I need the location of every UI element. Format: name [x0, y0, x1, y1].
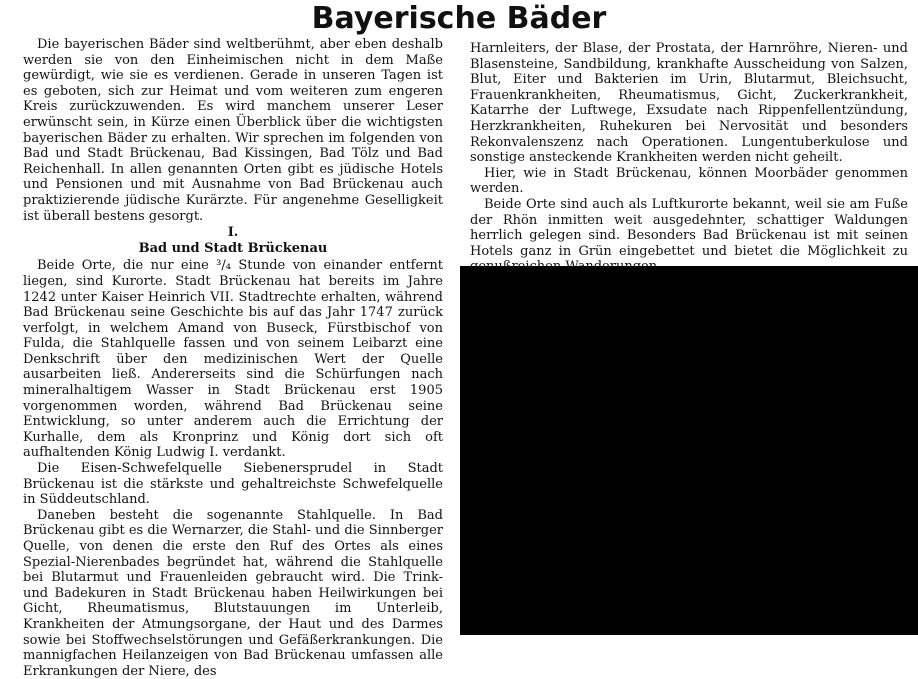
body-paragraph-mud-baths: Hier, wie in Stadt Brückenau, können Moorbäder genommen werden. — [470, 165, 908, 197]
body-paragraph-indications: Harnleiters, der Blase, der Prostata, der Harnröhre, Nieren- und Blasensteine, Sandbildung, krankhafte Ausscheidung von Salzen, Blut, Eiter und Bakterien im Urin, Blutarmut, Bleichsucht, Frauenkrankheiten, Rheumatismus, Gicht, Zuckerkrankheit, Katarrhe der Luftwege, Exsudate nach Rippenfellentzündung, Herzkrankheiten, Ruhekuren bei Nervosität und besonders Rekonvalenszenz nach Operationen. Lungentuberkulose und sonstige ansteckende Krankheiten werden nicht geheilt. — [470, 41, 908, 166]
body-paragraph-climatic-resort: Beide Orte sind auch als Luftkurorte bekannt, weil sie am Fuße der Rhön inmitten weit ausgedehnter, schattiger Waldungen herrlich gelegen sind. Besonders Bad Brückenau ist mit seinen Hotels ganz in Grün eingebettet und bietet die Möglichkeit zu — [470, 196, 908, 259]
black-blank-area — [460, 266, 918, 635]
body-paragraph-history: Beide Orte, die nur eine ³/₄ Stunde von einander entfernt liegen, sind Kurorte. Stadt Brückenau hat bereits im Jahre 1242 unter Kaiser Heinrich VII. Stadtrechte erhalten, während Bad Brückenau seine Geschichte bis auf das Jahr 1747 zurück verfolgt, in welchem Amand von Buseck, Fürstbischof von Fulda, die Stahlquelle fassen und von seinem Leibarzt eine Denkschrift über den medizinischen Wert der Quelle ausarbeiten ließ. Andererseits sind die Schürfungen nach mineralhaltigem Wasser in Stadt Brückenau erst 1905 vorgenommen worden, während Bad Brückenau seine Entwicklung, so unter anderem auch die Errichtung der Kurhalle, dem als Kronprinz und König dort sich oft aufhaltenden König Ludwig I. verdankt. — [23, 258, 443, 461]
article-title: Bayerische Bäder — [311, 1, 607, 36]
body-paragraph-sulfur-spring: Die Eisen-Schwefelquelle Siebenersprudel in Stadt Brückenau ist die stärkste und gehaltreichste Schwefelquelle in Süddeutschland. — [23, 461, 443, 508]
intro-paragraph: Die bayerischen Bäder sind weltberühmt, aber eben deshalb werden sie von den Einheimischen nicht in dem Maße gewürdigt, wie sie es verdienen. Gerade in unseren Tagen ist es geboten, sich zur Heimat und vom weiteren zum engeren Kreis zurückzuwenden. Es wird manchem unserer Leser erwünscht sein, in Kürze einen Überblick über die wichtigsten bayerischen Bäder zu erhalten. Wir sprechen im folgenden von Bad und Stadt Brückenau, Bad Kissingen, Bad Tölz und Bad Reichenhall. In allen genannten Orten gibt es jüdische Hotels und Pensionen und mit Ausnahme von Bad Brückenau auch praktizierende jüdische Kurärzte. Für angenehme Geselligkeit ist überall bestens gesorgt. — [23, 37, 443, 224]
left-column — [23, 37, 443, 679]
section-heading: Bad und Stadt Brückenau — [138, 240, 328, 256]
section-number: I. — [227, 225, 239, 241]
right-column — [470, 41, 908, 275]
body-paragraph-springs-and-cures: Daneben besteht die sogenannte Stahlquelle. In Bad Brückenau gibt es die Wernarzer, die Stahl- und die Sinnberger Quelle, von denen die erste den Ruf des Ortes als eines Spezial-Nierenbades begründet hat, während die Stahlquelle bei Blutarmut und Frauenleiden gebraucht wird. Die Trink- und Badekuren in Stadt Brückenau haben Heilwirkungen bei Gicht, Rheumatismus, Blutstauungen im Unterleib, Krankheiten der Atmungsorgane, der Haut und des Darmes sowie bei Stoffwechselstörungen und Gefäßerkrankungen. Die mannigfachen Heilanzeigen von Bad Brückenau umfassen alle Erkrankungen der Niere, des — [23, 507, 443, 679]
